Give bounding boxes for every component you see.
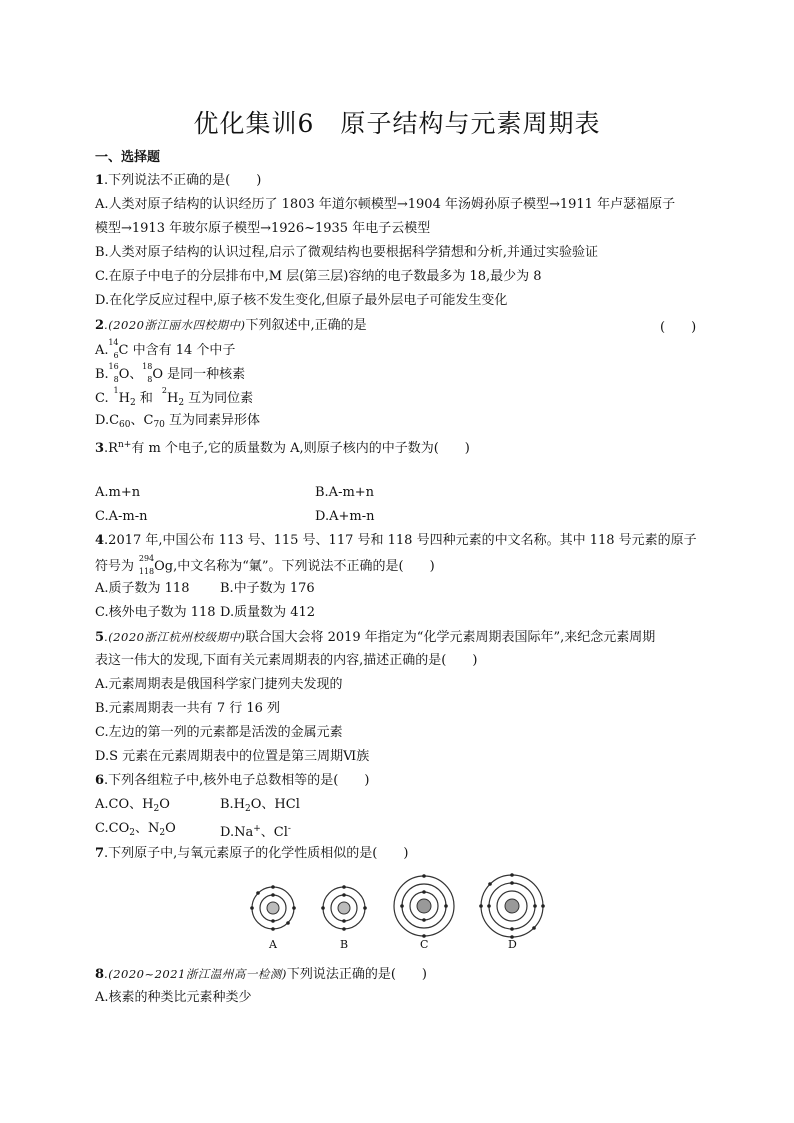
option-text: B.H [220,797,246,812]
question-text: .下列说法不正确的是( ) [104,173,262,188]
q6-options-row2 [95,820,291,842]
atomic-number: 118 [138,567,155,576]
element-symbol: C [118,343,129,358]
mass-number: 18 [142,362,153,371]
question-text: 有 m 个电子,它的质量数为 A,则原子核内的中子数为( ) [131,441,470,456]
atom-b-diagram [321,885,367,931]
q5-option-a: A.元素周期表是俄国科学家门捷列夫发现的 [95,677,343,692]
atom-label-c: C [420,938,429,951]
q8-option-a: A.核素的种类比元素种类少 [95,990,252,1005]
subscript: 2 [178,398,185,408]
atomic-number: 8 [113,375,119,384]
subscript: 70 [153,420,165,430]
section-heading: 一、选择题 [95,150,161,165]
q5-option-c: C.左边的第一列的元素都是活泼的金属元素 [95,725,343,740]
atom-c-diagram [394,874,454,938]
atom-label-b: B [340,938,349,951]
atom-label-a: A [269,938,277,951]
question-number: 6 [95,773,105,788]
mass-number: 14 [108,338,119,347]
answer-paren: ( ) [660,320,697,335]
question-text: 联合国大会将 2019 年指定为“化学元素周期表国际年”,来纪念元素周期 [245,630,656,645]
subscript: 2 [153,804,160,814]
superscript: - [287,824,291,834]
question-number: 5 [95,630,105,645]
question-source: .(2020浙江丽水四校期中) [104,318,246,332]
q1-option-a-line2: 模型→1913 年玻尔原子模型→1926~1935 年电子云模型 [95,221,431,236]
question-number: 1 [95,173,105,188]
q2-option-b [95,364,245,384]
q4-option-d: D.质量数为 412 [220,605,316,620]
question-text: .R [104,441,118,456]
q3-option-c: C.A-m-n [95,509,148,524]
mass-number: 1 [113,386,119,395]
question-number: 7 [95,846,105,861]
nuclide-label [109,388,119,406]
option-text: 、N [134,821,160,836]
q4-option-b: B.中子数为 176 [220,581,315,596]
subscript: 2 [129,828,135,838]
question-number: 3 [95,441,105,456]
q5-option-d: D.S 元素在元素周期表中的位置是第三周期Ⅵ族 [95,749,370,764]
q4-option-c: C.核外电子数为 118 [95,605,216,620]
option-text: 、C [130,413,154,428]
question-text: ,中文名称为“氭”。下列说法不正确的是( ) [173,559,435,574]
nuclide-label [109,364,119,382]
mass-number: 16 [108,362,119,371]
subscript: 2 [129,398,136,408]
option-text: 、Cl [260,825,288,840]
option-text: O [165,821,176,836]
q1-option-c: C.在原子中电子的分层排布中,M 层(第三层)容纳的电子数最多为 18,最少为 8 [95,269,542,284]
superscript: + [253,824,261,834]
question-1-stem [95,172,261,190]
question-text: .2017 年,中国公布 113 号、115 号、117 号和 118 号四种元素的中文名称。其中 118 号元素的原子 [104,533,697,548]
question-4-stem-line2 [95,556,435,576]
q3-options-row1 [95,484,375,502]
option-text: 和 [135,391,157,406]
q4-options-row1 [95,580,315,598]
q2-option-a [95,340,235,360]
element-symbol: Og [154,559,174,574]
question-8-stem [95,965,427,984]
question-text: .下列原子中,与氧元素原子的化学性质相似的是( ) [104,846,409,861]
q4-options-row2 [95,604,316,622]
question-source: .(2020~2021浙江温州高一检测) [104,967,287,981]
q1-option-b: B.人类对原子结构的认识过程,启示了微观结构也要根据科学猜想和分析,并通过实验验证 [95,245,598,260]
q4-option-a: A.质子数为 118 [95,581,190,596]
atomic-number: 6 [113,351,119,360]
option-text: C.CO [95,821,130,836]
element-symbol: H [118,391,130,406]
option-letter: B. [95,367,109,382]
option-text: 中含有 14 个中子 [128,343,236,358]
q5-option-b: B.元素周期表一共有 7 行 16 列 [95,701,281,716]
option-text: O [159,797,170,812]
question-2-stem [95,316,367,335]
element-symbol: H [166,391,179,406]
q6-option-a [95,797,170,812]
option-letter: C. [95,391,109,406]
question-5-stem-line2: 表这一伟大的发现,下面有关元素周期表的内容,描述正确的是( ) [95,653,478,668]
subscript: 2 [245,804,251,814]
page-title: 优化集训6 原子结构与元素周期表 [193,109,601,138]
option-text: 互为同素异形体 [164,413,261,428]
option-text: 是同一种核素 [163,367,246,382]
question-source: .(2020浙江杭州校级期中) [104,630,246,644]
atomic-number: 8 [147,375,153,384]
question-5-stem [95,628,655,647]
q3-option-d: D.A+m-n [315,509,375,524]
option-text: 互为同位素 [184,391,254,406]
question-7-stem [95,845,408,863]
option-text: D.Na [220,825,254,840]
element-symbol: O、 [118,367,143,382]
mass-number: 294 [138,554,155,563]
q6-options-row1 [95,796,300,818]
question-number: 8 [95,967,105,982]
q3-option-b: B.A-m+n [315,485,375,500]
option-text: O、HCl [250,797,300,812]
atom-a-diagram [250,885,296,931]
question-3-stem [95,436,470,458]
atom-label-d: D [508,938,517,951]
nuclide-label [138,556,154,574]
mass-number: 2 [161,386,167,395]
question-text: 下列叙述中,正确的是 [245,318,367,333]
q1-option-a-line1: A.人类对原子结构的认识经历了 1803 年道尔顿模型→1904 年汤姆孙原子模型→1911 年卢瑟福原子 [95,197,676,212]
question-text: 下列说法正确的是( ) [286,967,427,982]
q1-option-d: D.在化学反应过程中,原子核不发生变化,但原子最外层电子可能发生变化 [95,293,508,308]
option-letter: A. [95,343,109,358]
question-6-stem [95,772,369,790]
subscript: 2 [159,828,166,838]
question-number: 4 [95,533,105,548]
nuclide-label [109,340,119,358]
element-symbol: O [152,367,164,382]
nuclide-label [142,364,152,382]
subscript: 60 [119,420,131,430]
question-number: 2 [95,318,105,333]
q6-option-b [220,796,300,818]
question-4-stem [95,532,697,550]
question-text: .下列各组粒子中,核外电子总数相等的是( ) [104,773,370,788]
q6-option-c [95,821,176,836]
q2-option-d [95,412,260,434]
q6-option-d [220,820,291,842]
option-text: D.C [95,413,120,428]
superscript: n+ [117,440,132,450]
atom-d-diagram [479,873,545,939]
q3-options-row2 [95,508,375,526]
q3-option-a: A.m+n [95,485,141,500]
question-text: 符号为 [95,559,139,574]
option-text: A.CO、H [95,797,154,812]
nuclide-label [157,388,167,406]
q2-option-c [95,388,253,412]
